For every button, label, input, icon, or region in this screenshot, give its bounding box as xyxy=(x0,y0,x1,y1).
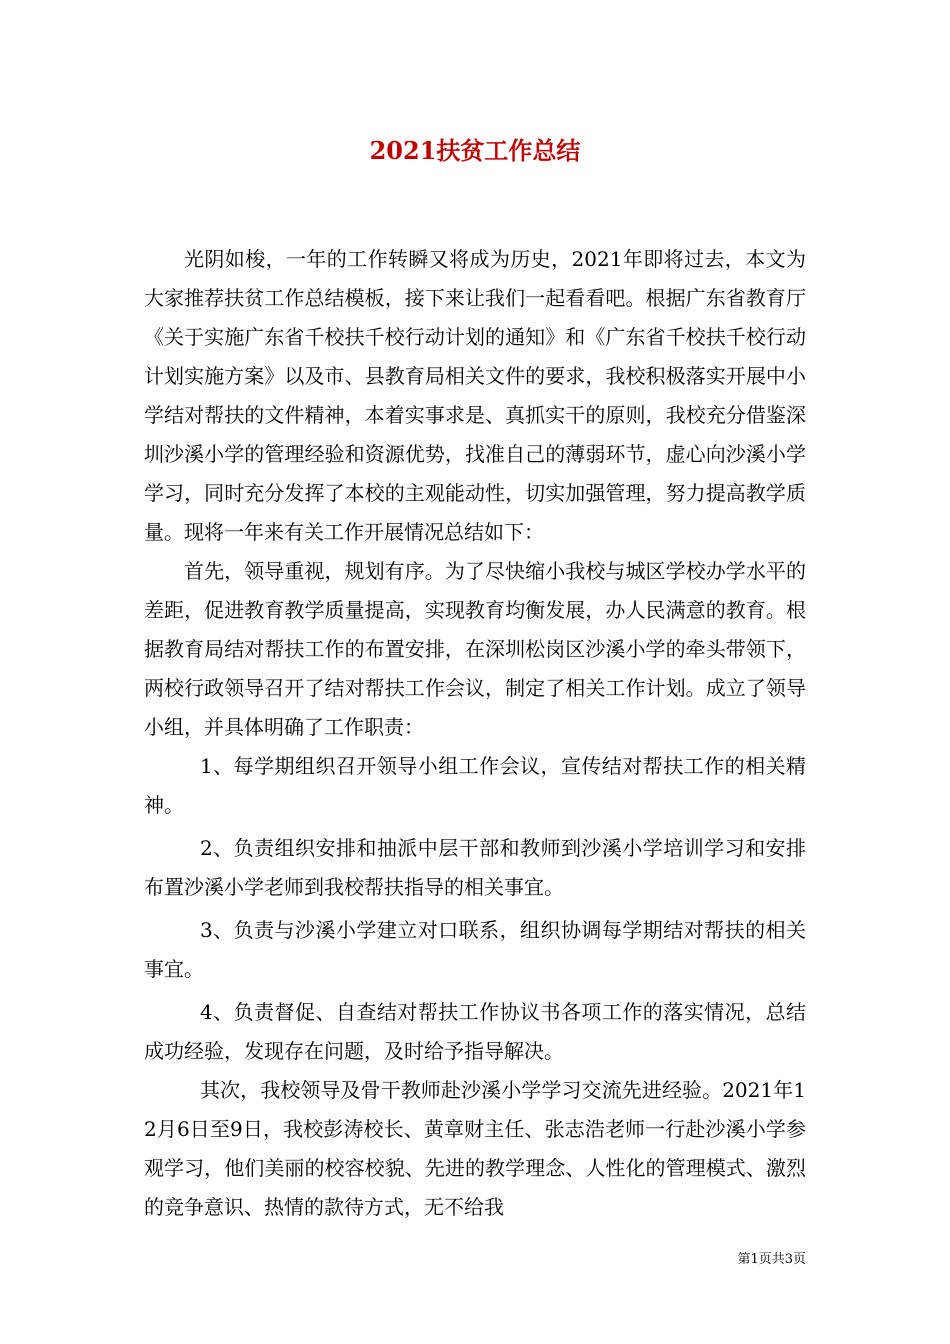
list-item-duty-2: 2、负责组织安排和抽派中层干部和教师到沙溪小学培训学习和安排布置沙溪小学老师到我校帮扶指导的相关事宜。 xyxy=(144,836,806,899)
paragraph-first-point: 首先，领导重视，规划有序。为了尽快缩小我校与城区学校办学水平的差距，促进教育教学质量提高，实现教育均衡发展，办人民满意的教育。根据教育局结对帮扶工作的布置安排，在深圳松岗区沙溪小学的牵头带领下，两校行政领导召开了结对帮扶工作会议，制定了相关工作计划。成立了领导小组，并具体明确了工作职责： xyxy=(144,559,806,739)
document-body xyxy=(144,240,806,1227)
list-item-duty-3: 3、负责与沙溪小学建立对口联系，组织协调每学期结对帮扶的相关事宜。 xyxy=(144,918,806,981)
paragraph-intro: 光阴如梭，一年的工作转瞬又将成为历史，2021年即将过去，本文为大家推荐扶贫工作总结模板，接下来让我们一起看看吧。根据广东省教育厅《关于实施广东省千校扶千校行动计划的通知》和《广东省千校扶千校行动计划实施方案》以及市、县教育局相关文件的要求，我校积极落实开展中小学结对帮扶的文件精神，本着实事求是、真抓实干的原则，我校充分借鉴深圳沙溪小学的管理经验和资源优势，找准自己的薄弱环节，虚心向沙溪小学学习，同时充分发挥了本校的主观能动性，切实加强管理，努力提高教学质量。现将一年来有关工作开展情况总结如下： xyxy=(144,247,806,544)
paragraph-second-point: 其次，我校领导及骨干教师赴沙溪小学学习交流先进经验。2021年12月6日至9日，我校彭涛校长、黄章财主任、张志浩老师一行赴沙溪小学参观学习，他们美丽的校容校貌、先进的教学理念、人性化的管理模式、激烈的竞争意识、热情的款待方式，无不给我 xyxy=(144,1078,806,1219)
document-title: 2021扶贫工作总结 xyxy=(369,136,581,165)
list-item-duty-1: 1、每学期组织召开领导小组工作会议，宣传结对帮扶工作的相关精神。 xyxy=(144,754,806,817)
page-number-indicator: 第1页共3页 xyxy=(737,1252,806,1267)
list-item-duty-4: 4、负责督促、自查结对帮扶工作协议书各项工作的落实情况，总结成功经验，发现存在问题，及时给予指导解决。 xyxy=(144,1000,806,1063)
